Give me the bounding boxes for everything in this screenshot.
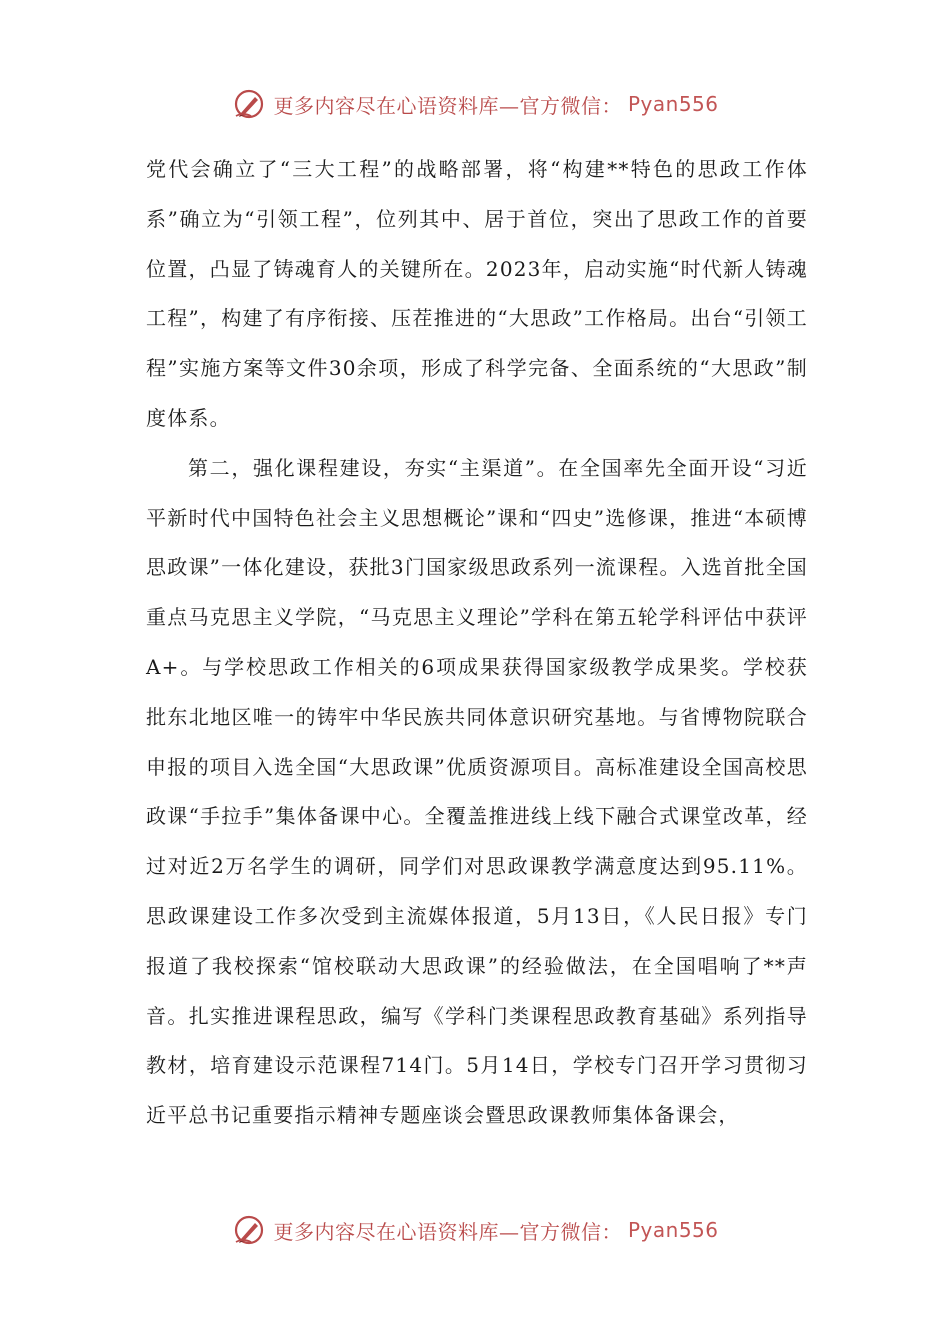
paragraph-2: 第二，强化课程建设，夯实“主渠道”。在全国率先全面开设“习近平新时代中国特色社会主义思想概论”课和“四史”选修课，推进“本硕博思政课”一体化建设，获批3门国家级思政系列一流课程。入选首批全国重点马克思主义学院，“马克思主义理论”学科在第五轮学科评估中获评A+。与学校思政工作相关的6项成果获得国家级教学成果奖。学校获批东北地区唯一的铸牢中华民族共同体意识研究基地。与省博物院联合申报的项目入选全国“大思政课”优质资源项目。高标准建设全国高校思政课“手拉手”集体备课中心。全覆盖推进线上线下融合式课堂改革，经过对近2万名学生的调研，同学们对思政课教学满意度达到95.11%。思政课建设工作多次受到主流媒体报道，5月13日，《人民日报》专门报道了我校探索“馆校联动大思政课”的经验做法，在全国唱响了**声音。扎实推进课程思政，编写《学科门类课程思政教育基础》系列指导教材，培育建设示范课程714门。5月14日，学校专门召开学习贯彻习近平总书记重要指示精神专题座谈会暨思政课教师集体备课会， <box>146 455 808 1128</box>
footer-banner-text: 更多内容尽在心语资料库—官方微信： <box>273 1219 622 1244</box>
header-banner <box>0 84 950 124</box>
header-banner-text: 更多内容尽在心语资料库—官方微信： <box>273 93 622 118</box>
header-wechat-id: Pyan556 <box>627 92 719 116</box>
footer-wechat-id: Pyan556 <box>627 1218 719 1242</box>
paragraph-1: 党代会确立了“三大工程”的战略部署，将“构建**特色的思政工作体系”确立为“引领工程”，位列其中、居于首位，突出了思政工作的首要位置，凸显了铸魂育人的关键所在。2023年，启动实施“时代新人铸魂工程”，构建了有序衔接、压茬推进的“大思政”工作格局。出台“引领工程”实施方案等文件30余项，形成了科学完备、全面系统的“大思政”制度体系。 <box>146 157 808 430</box>
footer-banner-content <box>231 1212 718 1248</box>
pen-logo-icon <box>231 86 267 122</box>
header-banner-content <box>231 86 718 122</box>
document-body <box>146 145 808 1141</box>
pen-logo-icon <box>231 1212 267 1248</box>
footer-banner <box>0 1210 950 1250</box>
